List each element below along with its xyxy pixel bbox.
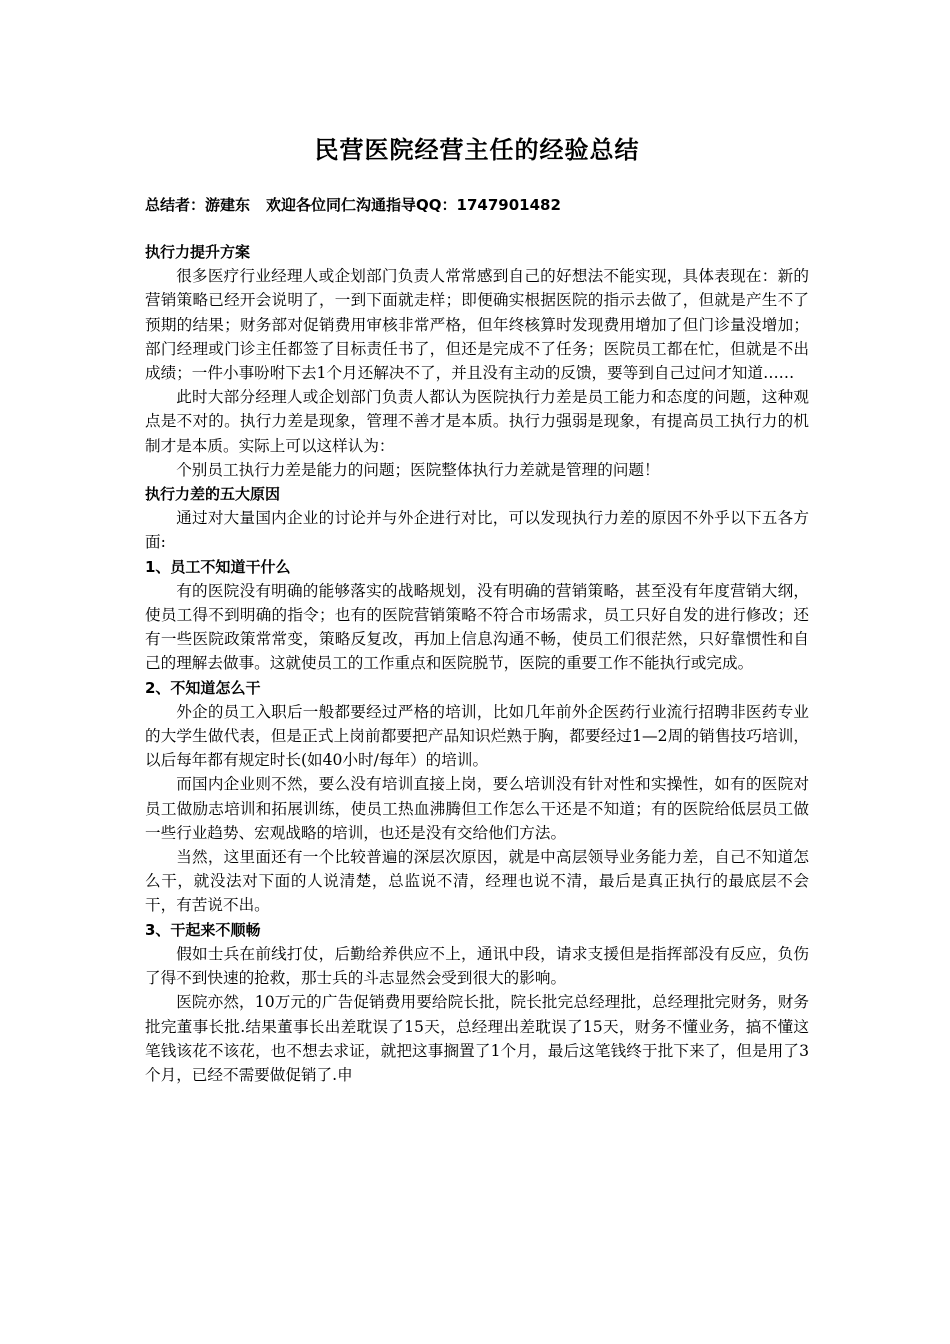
section-heading: 2、不知道怎么干 xyxy=(145,678,261,697)
paragraph: 当然，这里面还有一个比较普遍的深层次原因，就是中高层领导业务能力差，自己不知道怎么干，就没法对下面的人说清楚，总监说不清，经理也说不清，最后是真正执行的最底层不会干，有苦说不出。 xyxy=(145,848,809,915)
section-heading: 3、干起来不顺畅 xyxy=(145,920,261,939)
author-contact: 欢迎各位同仁沟通指导QQ：1747901482 xyxy=(266,196,561,214)
paragraph: 假如士兵在前线打仗，后勤给养供应不上，通讯中段，请求支援但是指挥部没有反应，负伤了得不到快速的抢救，那士兵的斗志显然会受到很大的影响。 xyxy=(145,944,809,988)
paragraph: 个别员工执行力差是能力的问题；医院整体执行力差就是管理的问题！ xyxy=(176,460,660,479)
paragraph: 很多医疗行业经理人或企划部门负责人常常感到自己的好想法不能实现，具体表现在：新的营销策略已经开会说明了，一到下面就走样；即便确实根据医院的指示去做了，但就是产生不了预期的结果；财务部对促销费用审核非常严格，但年终核算时发现费用增加了但门诊量没增加；部门经理或门诊主任都签了目标责任书了，但还是完成不了任务；医院员工都在忙，但就是不出成绩；一件小事吩咐下去1个月还解决不了，并且没有主动的反馈，要等到自己过问才知道…… xyxy=(145,267,809,383)
paragraph: 有的医院没有明确的能够落实的战略规划，没有明确的营销策略，甚至没有年度营销大纲，使员工得不到明确的指令；也有的医院营销策略不符合市场需求，员工只好自发的进行修改；还有一些医院政策常常变，策略反复改，再加上信息沟通不畅，使员工们很茫然，只好靠惯性和自己的理解去做事。这就使员工的工作重点和医院脱节，医院的重要工作不能执行或完成。 xyxy=(145,581,809,673)
section-heading: 1、员工不知道干什么 xyxy=(145,557,291,576)
paragraph: 通过对大量国内企业的讨论并与外企进行对比，可以发现执行力差的原因不外乎以下五各方面: xyxy=(145,509,809,552)
author-line xyxy=(145,192,809,218)
author-label: 总结者：游建东 xyxy=(145,196,251,214)
document-page xyxy=(145,130,809,1087)
paragraph: 此时大部分经理人或企划部门负责人都认为医院执行力差是员工能力和态度的问题，这种观点是不对的。执行力差是现象，管理不善才是本质。执行力强弱是现象，有提高员工执行力的机制才是本质。实际上可以这样认为： xyxy=(145,388,809,455)
section-heading: 执行力提升方案 xyxy=(145,243,251,261)
paragraph: 医院亦然，10万元的广告促销费用要给院长批，院长批完总经理批，总经理批完财务，财务批完董事长批.结果董事长出差耽误了15天，总经理出差耽误了15天，财务不懂业务，搞不懂这笔钱该花不该花，也不想去求证，就把这事搁置了1个月，最后这笔钱终于批下来了，但是用了3个月，已经不需要做促销了.申 xyxy=(145,993,809,1084)
section-heading: 执行力差的五大原因 xyxy=(145,485,281,504)
document-title: 民营医院经营主任的经验总结 xyxy=(314,136,640,164)
paragraph: 外企的员工入职后一般都要经过严格的培训，比如几年前外企医药行业流行招聘非医药专业的大学生做代表，但是正式上岗前都要把产品知识烂熟于胸，都要经过1—2周的销售技巧培训，以后每年都有规定时长(如40小时/每年）的培训。 xyxy=(145,702,809,770)
paragraph: 而国内企业则不然，要么没有培训直接上岗，要么培训没有针对性和实操性，如有的医院对员工做励志培训和拓展训练，使员工热血沸腾但工作怎么干还是不知道；有的医院给低层员工做一些行业趋势、宏观战略的培训，也还是没有交给他们方法。 xyxy=(145,775,809,842)
document-body xyxy=(145,240,809,1087)
